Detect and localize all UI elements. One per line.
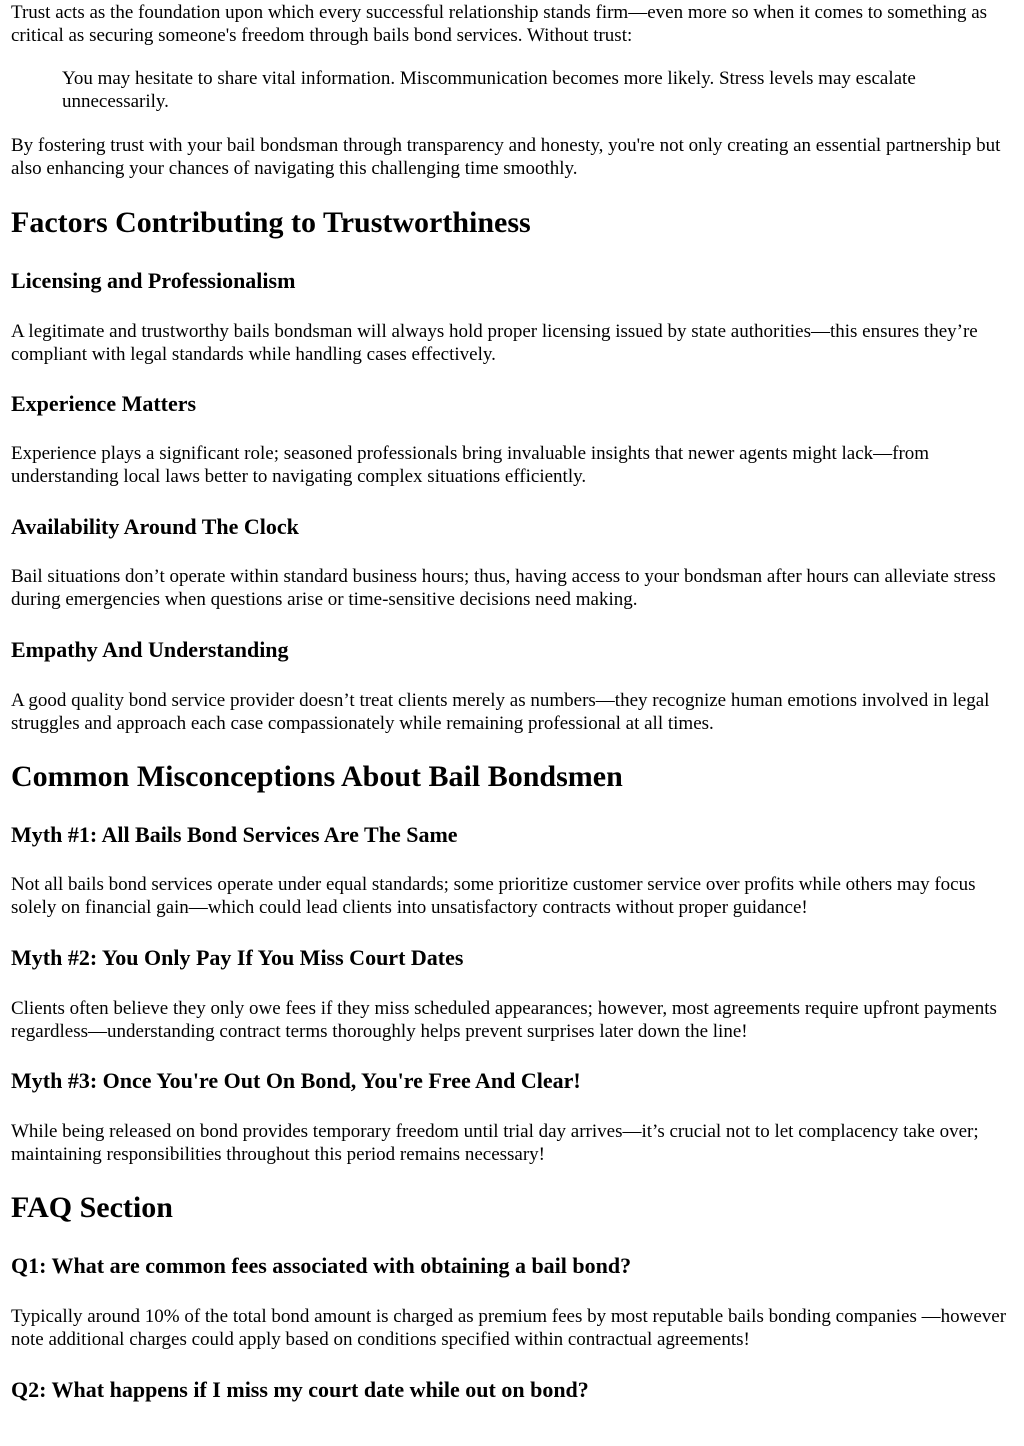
paragraph-availability: Bail situations don’t operate within standard business hours; thus, having access to your bondsman after hours can alleviate stress during emergencies when questions arise or time-sensitive decisions need making. [11,566,996,610]
section-heading-faq: FAQ Section [11,1191,173,1224]
subheading-myth-1: Myth #1: All Bails Bond Services Are The Same [11,822,458,847]
subheading-empathy: Empathy And Understanding [11,637,289,662]
section-heading-misconceptions: Common Misconceptions About Bail Bondsmen [11,760,623,793]
subheading-availability: Availability Around The Clock [11,514,299,539]
subheading-myth-2: Myth #2: You Only Pay If You Miss Court Dates [11,945,464,970]
paragraph-myth-1: Not all bails bond services operate under equal standards; some prioritize customer service over profits while others may focus solely on financial gain—which could lead clients into unsatisfactory contracts without proper guidance! [11,874,976,918]
paragraph-empathy: A good quality bond service provider doesn’t treat clients merely as numbers—they recognize human emotions involved in legal struggles and approach each case compassionately while remaining professional at all times. [11,690,990,734]
subheading-myth-3: Myth #3: Once You're Out On Bond, You're Free And Clear! [11,1068,581,1093]
faq-question-2: Q2: What happens if I miss my court date while out on bond? [11,1377,589,1402]
paragraph-licensing: A legitimate and trustworthy bails bondsman will always hold proper licensing issued by state authorities—this ensures they’re compliant with legal standards while handling cases effectively. [11,321,978,365]
paragraph-myth-3: While being released on bond provides temporary freedom until trial day arrives—it’s crucial not to let complacency take over; maintaining responsibilities throughout this period remains necessary! [11,1121,979,1165]
intro-paragraph-2: By fostering trust with your bail bondsman through transparency and honesty, you're not only creating an essential partnership but also enhancing your chances of navigating this challenging time smoothly. [11,135,1001,179]
faq-answer-1: Typically around 10% of the total bond amount is charged as premium fees by most reputable bails bonding companies —however note additional charges could apply based on conditions specified within contractual agreements! [11,1306,1007,1350]
section-heading-factors: Factors Contributing to Trustworthiness [11,206,531,239]
blockquote: You may hesitate to share vital information. Miscommunication becomes more likely. Stress levels may escalate unnecessarily. [62,68,916,112]
intro-paragraph: Trust acts as the foundation upon which every successful relationship stands firm—even more so when it comes to something as critical as securing someone's freedom through bails bond services. Without trust: [11,2,988,46]
faq-question-1: Q1: What are common fees associated with obtaining a bail bond? [11,1253,632,1278]
subheading-experience: Experience Matters [11,391,197,416]
subheading-licensing: Licensing and Professionalism [11,268,296,293]
paragraph-myth-2: Clients often believe they only owe fees if they miss scheduled appearances; however, most agreements require upfront payments regardless—understanding contract terms thoroughly helps prevent surprises later down the line! [11,998,997,1042]
paragraph-experience: Experience plays a significant role; seasoned professionals bring invaluable insights that newer agents might lack—from understanding local laws better to navigating complex situations efficiently. [11,443,930,487]
